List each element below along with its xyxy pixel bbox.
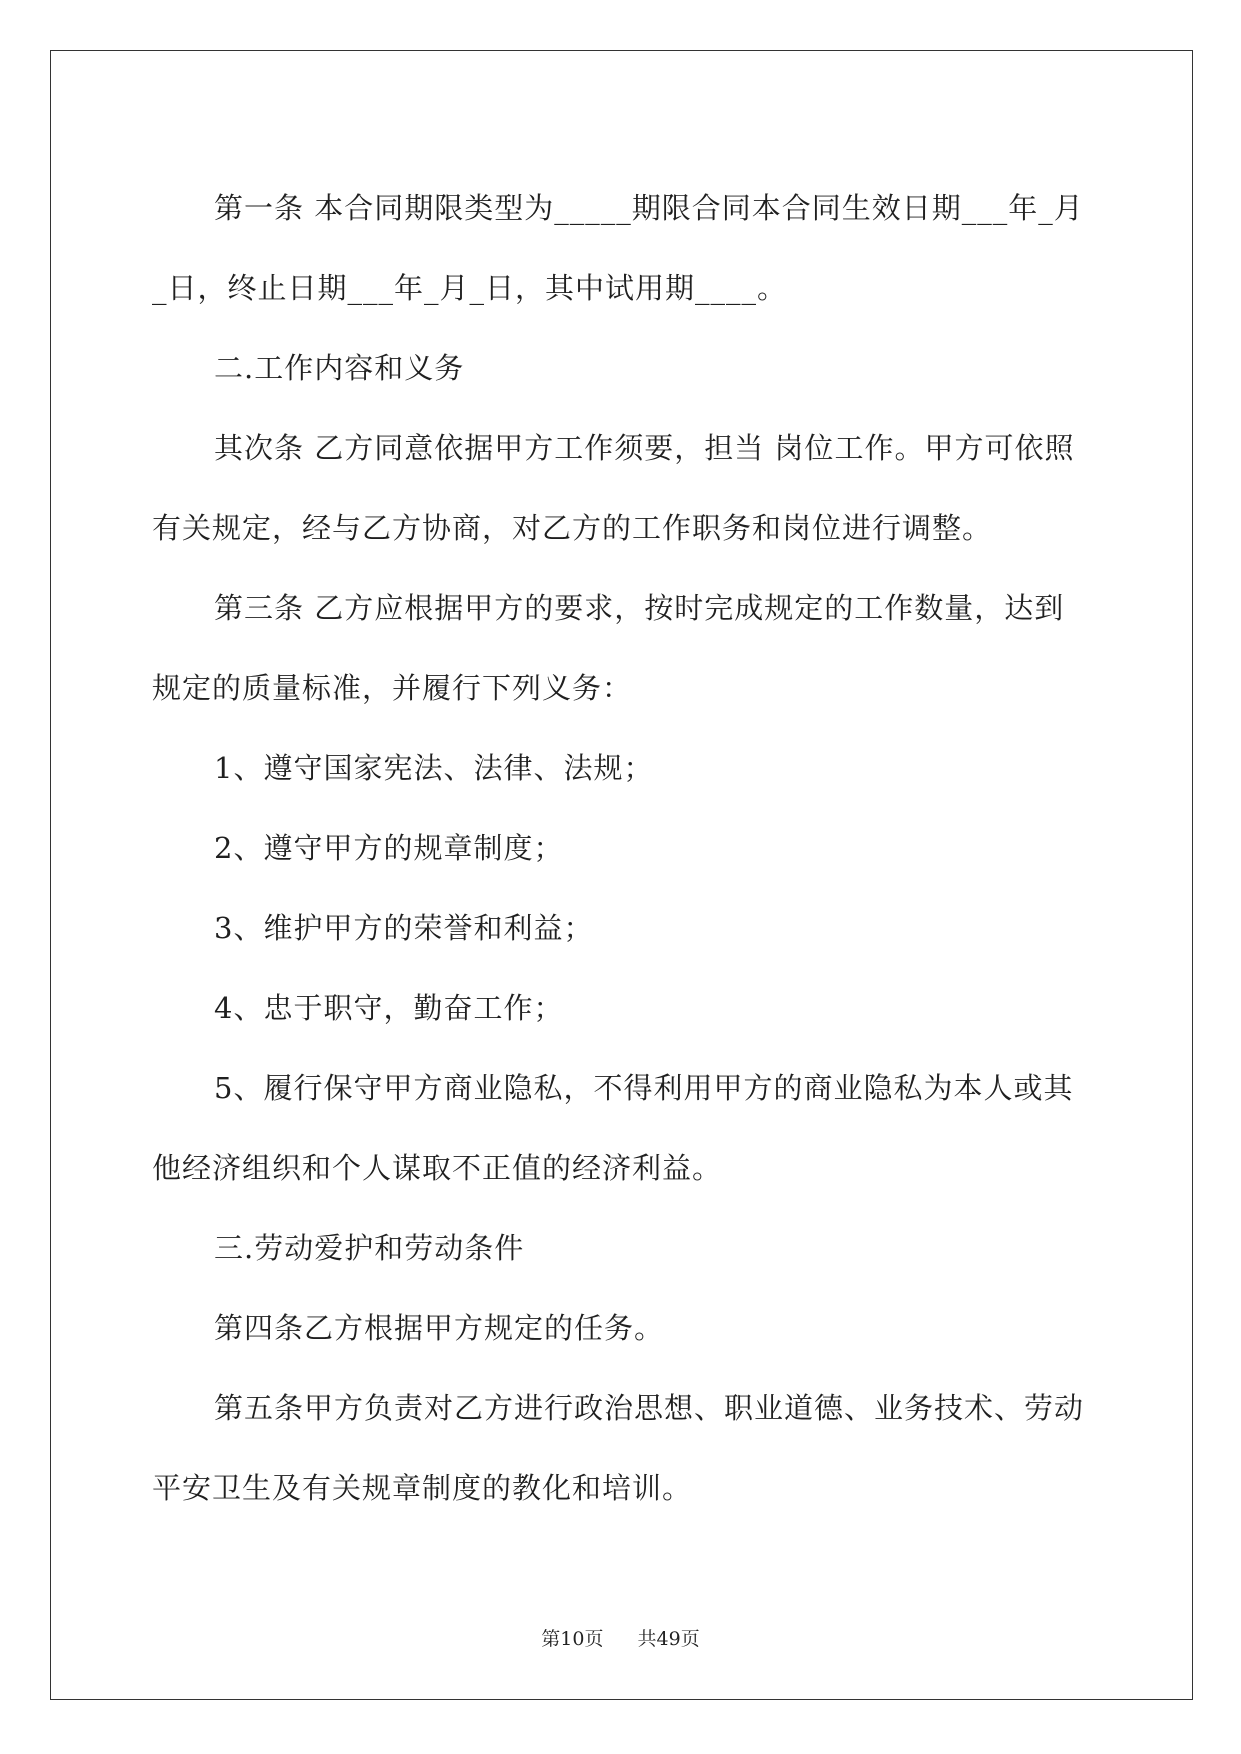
paragraph-article-1: 第一条 本合同期限类型为_____期限合同本合同生效日期___年_月_日，终止日期___年_月_日，其中试用期____。: [152, 191, 1084, 305]
list-item-1: 1、遵守国家宪法、法律、法规；: [214, 751, 654, 785]
paragraph-article-5: 第五条甲方负责对乙方进行政治思想、职业道德、业务技术、劳动平安卫生及有关规章制度的教化和培训。: [152, 1391, 1085, 1505]
section-heading-2: 二.工作内容和义务: [214, 351, 465, 385]
page-number: 第10页: [541, 1628, 604, 1650]
list-item-5: 5、履行保守甲方商业隐私，不得利用甲方的商业隐私为本人或其他经济组织和个人谋取不正值的经济利益。: [152, 1071, 1074, 1185]
section-heading-3: 三.劳动爱护和劳动条件: [214, 1231, 525, 1265]
list-item-2: 2、遵守甲方的规章制度；: [214, 831, 564, 865]
page-total: 共49页: [637, 1628, 700, 1650]
list-item-3: 3、维护甲方的荣誉和利益；: [214, 911, 594, 945]
paragraph-article-2: 其次条 乙方同意依据甲方工作须要，担当 岗位工作。甲方可依照有关规定，经与乙方协商，对乙方的工作职务和岗位进行调整。: [152, 431, 1075, 545]
paragraph-article-3: 第三条 乙方应根据甲方的要求，按时完成规定的工作数量，达到规定的质量标准，并履行下列义务：: [152, 591, 1065, 705]
page-footer: [0, 1624, 1241, 1651]
document-body: [152, 168, 1092, 1528]
list-item-4: 4、忠于职守，勤奋工作；: [214, 991, 564, 1025]
paragraph-article-4: 第四条乙方根据甲方规定的任务。: [214, 1311, 665, 1345]
